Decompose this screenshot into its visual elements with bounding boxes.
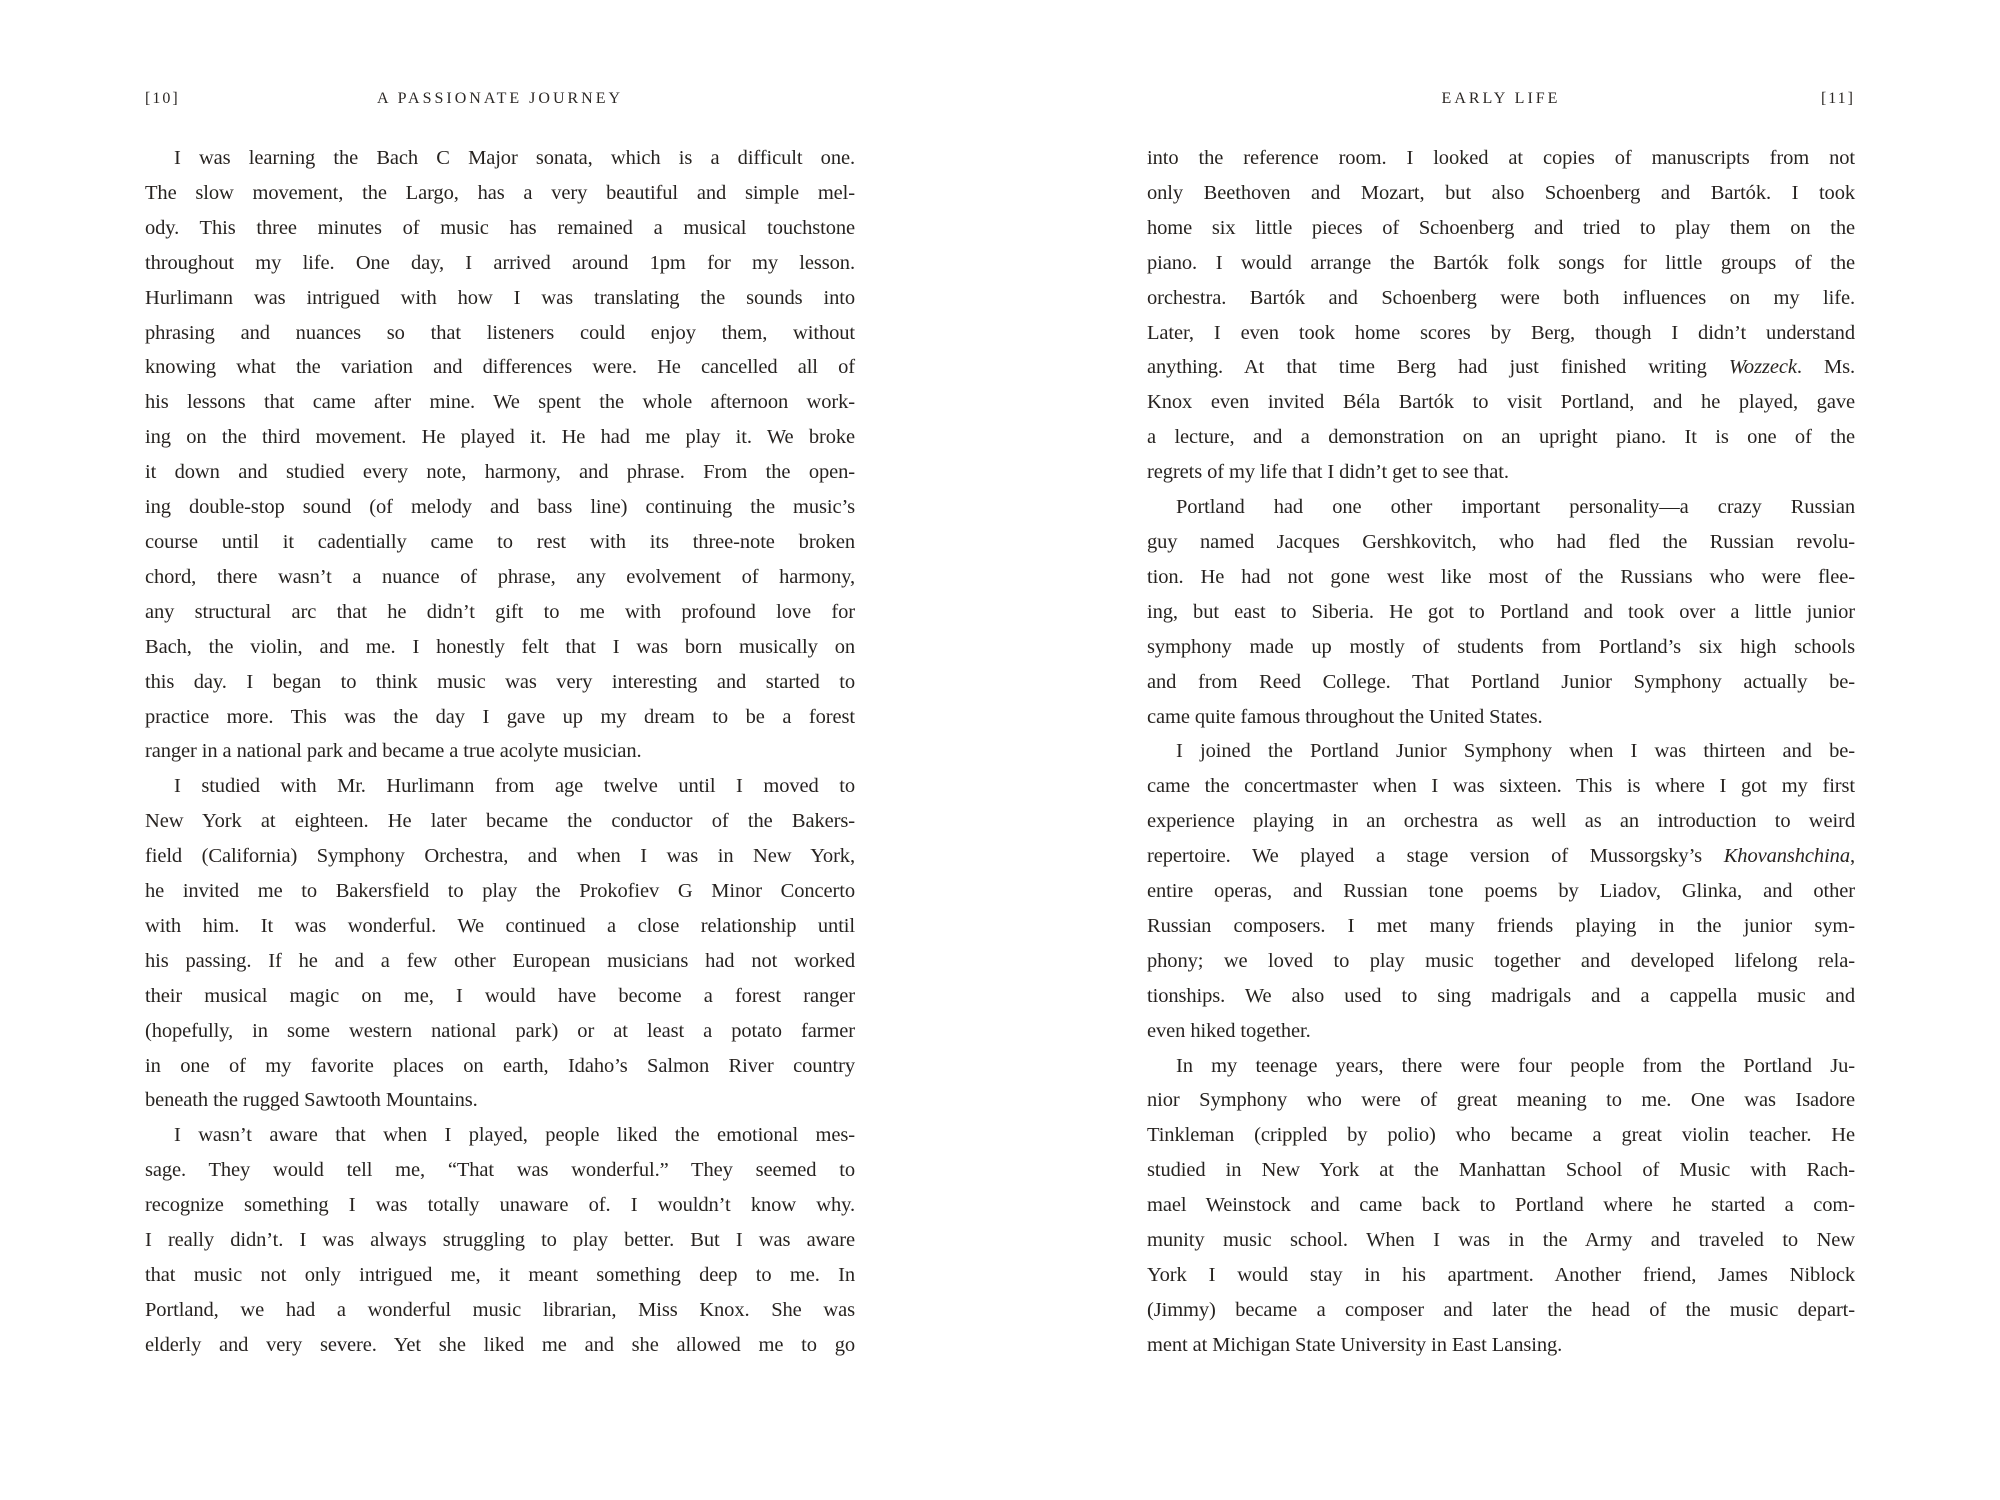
text-line: home six little pieces of Schoenberg and tried to play them on the — [1147, 216, 1855, 239]
text-line: any structural arc that he didn’t gift to me with profound love for — [145, 600, 855, 623]
text-line: Bach, the violin, and me. I honestly felt that I was born musically on — [145, 635, 855, 658]
text-line: New York at eighteen. He later became the conductor of the Bakers- — [145, 810, 855, 833]
text-line: elderly and very severe. Yet she liked me and she allowed me to go — [145, 1333, 855, 1356]
text-line: came quite famous throughout the United States. — [1147, 705, 1543, 728]
running-head-title-right: EARLY LIFE — [1441, 90, 1561, 107]
text-line: only Beethoven and Mozart, but also Schoenberg and Bartók. I took — [1147, 181, 1855, 204]
folio-number-left: [10] — [145, 90, 180, 107]
text-line: Russian composers. I met many friends playing in the junior sym- — [1147, 914, 1855, 937]
text-line: came the concertmaster when I was sixteen. This is where I got my first — [1147, 775, 1855, 798]
text-line: regrets of my life that I didn’t get to see that. — [1147, 461, 1509, 484]
text-line: field (California) Symphony Orchestra, and when I was in New York, — [145, 845, 855, 868]
text-line: ing, but east to Siberia. He got to Portland and took over a little junior — [1147, 600, 1855, 623]
text-line: experience playing in an orchestra as well as an introduction to weird — [1147, 810, 1855, 833]
page-right-text-block — [1147, 141, 1855, 1363]
text-line: even hiked together. — [1147, 1019, 1311, 1042]
text-line: nior Symphony who were of great meaning to me. One was Isadore — [1147, 1089, 1855, 1112]
text-line: In my teenage years, there were four people from the Portland Ju- — [1176, 1054, 1855, 1077]
text-line: this day. I began to think music was very interesting and started to — [145, 670, 855, 693]
text-line: a lecture, and a demonstration on an upright piano. It is one of the — [1147, 426, 1855, 449]
page-left-text-block — [145, 141, 855, 1363]
text-line: and from Reed College. That Portland Junior Symphony actually be- — [1147, 670, 1855, 693]
text-line: repertoire. We played a stage version of Mussorgsky’s Khovanshchina, — [1147, 845, 1855, 868]
running-header-left — [145, 90, 855, 112]
text-line: symphony made up mostly of students from Portland’s six high schools — [1147, 635, 1855, 658]
text-line: ment at Michigan State University in East Lansing. — [1147, 1333, 1563, 1356]
text-line: I wasn’t aware that when I played, people liked the emotional mes- — [174, 1124, 855, 1147]
text-line: entire operas, and Russian tone poems by Liadov, Glinka, and other — [1147, 880, 1855, 903]
running-head-title-left: A PASSIONATE JOURNEY — [376, 90, 624, 107]
text-line: recognize something I was totally unaware of. I wouldn’t know why. — [145, 1194, 855, 1217]
text-line: ody. This three minutes of music has remained a musical touchstone — [145, 216, 855, 239]
page-right — [1147, 0, 1855, 1500]
text-line: Knox even invited Béla Bartók to visit Portland, and he played, gave — [1147, 391, 1855, 414]
text-line: with him. It was wonderful. We continued a close relationship until — [145, 914, 855, 937]
text-line: throughout my life. One day, I arrived around 1pm for my lesson. — [145, 251, 855, 274]
text-line: phony; we loved to play music together and developed lifelong rela- — [1147, 949, 1855, 972]
text-line: his passing. If he and a few other European musicians had not worked — [145, 949, 855, 972]
text-line: Hurlimann was intrigued with how I was translating the sounds into — [145, 286, 855, 309]
text-line: phrasing and nuances so that listeners could enjoy them, without — [145, 321, 855, 344]
text-line: knowing what the variation and differences were. He cancelled all of — [145, 356, 855, 379]
text-line: tionships. We also used to sing madrigals and a cappella music and — [1147, 984, 1855, 1007]
text-line: I studied with Mr. Hurlimann from age twelve until I moved to — [174, 775, 855, 798]
text-line: mael Weinstock and came back to Portland where he started a com- — [1147, 1194, 1855, 1217]
text-line: in one of my favorite places on earth, Idaho’s Salmon River country — [145, 1054, 855, 1077]
text-line: (Jimmy) became a composer and later the head of the music depart- — [1147, 1298, 1855, 1321]
text-line: munity music school. When I was in the Army and traveled to New — [1147, 1229, 1855, 1252]
text-line: Portland, we had a wonderful music librarian, Miss Knox. She was — [145, 1298, 855, 1321]
text-line: course until it cadentially came to rest with its three-note broken — [145, 530, 855, 553]
text-line: anything. At that time Berg had just finished writing Wozzeck. Ms. — [1147, 356, 1855, 379]
text-line: that music not only intrigued me, it meant something deep to me. In — [145, 1264, 855, 1286]
text-line: I was learning the Bach C Major sonata, which is a difficult one. — [174, 147, 855, 169]
text-line: York I would stay in his apartment. Another friend, James Niblock — [1147, 1264, 1855, 1286]
text-line: Later, I even took home scores by Berg, though I didn’t understand — [1147, 321, 1855, 344]
text-line: ranger in a national park and became a true acolyte musician. — [145, 740, 642, 763]
text-line: ing on the third movement. He played it. He had me play it. We broke — [145, 426, 855, 449]
text-line: orchestra. Bartók and Schoenberg were both influences on my life. — [1147, 286, 1855, 309]
text-line: tion. He had not gone west like most of the Russians who were flee- — [1147, 565, 1855, 588]
text-line: sage. They would tell me, “That was wonderful.” They seemed to — [145, 1159, 855, 1182]
text-line: Tinkleman (crippled by polio) who became a great violin teacher. He — [1147, 1124, 1855, 1147]
text-line: he invited me to Bakersfield to play the Prokofiev G Minor Concerto — [145, 880, 855, 903]
text-line: practice more. This was the day I gave up my dream to be a forest — [145, 705, 855, 728]
text-line: guy named Jacques Gershkovitch, who had fled the Russian revolu- — [1147, 530, 1855, 553]
text-line: Portland had one other important personality—a crazy Russian — [1176, 496, 1855, 519]
text-line: I really didn’t. I was always struggling to play better. But I was aware — [145, 1229, 855, 1252]
text-line: chord, there wasn’t a nuance of phrase, any evolvement of harmony, — [145, 565, 855, 588]
text-line: his lessons that came after mine. We spent the whole afternoon work- — [145, 391, 855, 414]
text-line: I joined the Portland Junior Symphony when I was thirteen and be- — [1176, 740, 1855, 763]
folio-number-right: [11] — [1820, 90, 1855, 107]
text-line: studied in New York at the Manhattan School of Music with Rach- — [1147, 1159, 1855, 1182]
text-line: piano. I would arrange the Bartók folk songs for little groups of the — [1147, 251, 1855, 274]
text-line: (hopefully, in some western national park) or at least a potato farmer — [145, 1019, 855, 1042]
text-line: it down and studied every note, harmony, and phrase. From the open- — [145, 461, 855, 484]
running-header-right — [1147, 90, 1855, 112]
text-line: into the reference room. I looked at copies of manuscripts from not — [1147, 147, 1855, 169]
text-line: beneath the rugged Sawtooth Mountains. — [145, 1089, 478, 1112]
text-line: ing double-stop sound (of melody and bass line) continuing the music’s — [145, 496, 855, 519]
text-line: their musical magic on me, I would have become a forest ranger — [145, 984, 855, 1007]
page-left — [145, 0, 855, 1500]
text-line: The slow movement, the Largo, has a very beautiful and simple mel- — [145, 181, 855, 204]
